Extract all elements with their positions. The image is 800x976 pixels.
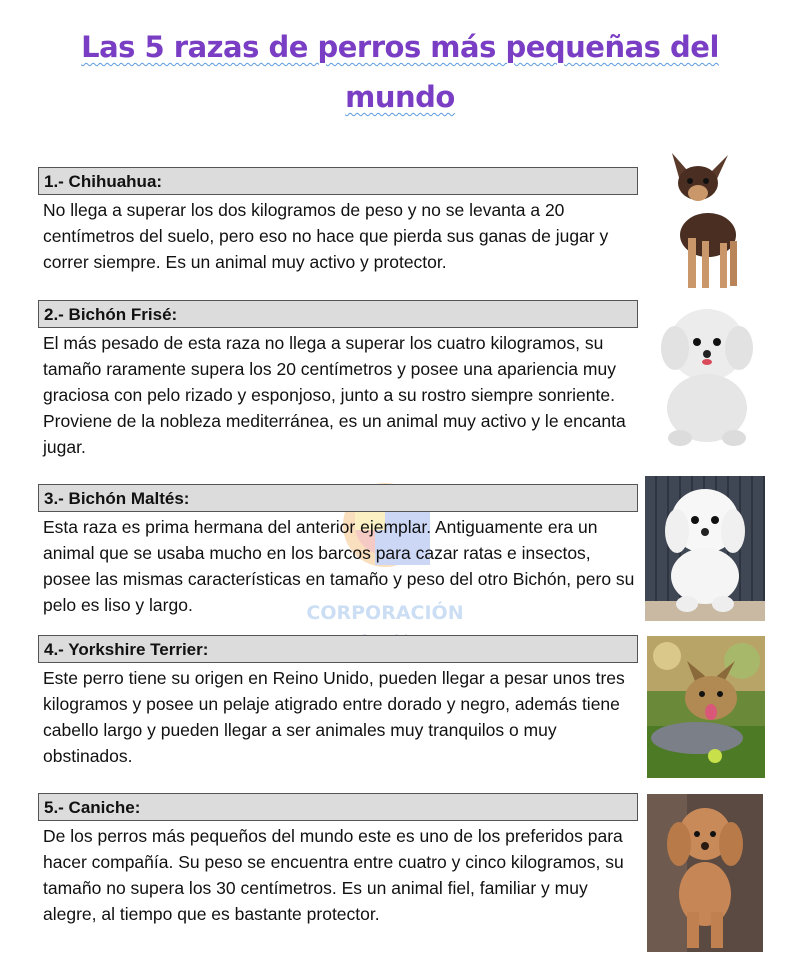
- breed-section-bichon-frise: [38, 300, 638, 460]
- breed-section-caniche: [38, 793, 638, 927]
- chihuahua-photo: [650, 143, 760, 298]
- bichon-frise-photo: [650, 300, 765, 448]
- breed-heading: 1.- Chihuahua:: [38, 167, 638, 195]
- breed-heading: 5.- Caniche:: [38, 793, 638, 821]
- breed-description: No llega a superar los dos kilogramos de peso y no se levanta a 20 centímetros del suelo, pero eso no hace que pierda sus ganas de jugar y correr siempre. Es un animal muy activo y protector.: [43, 200, 609, 272]
- breed-description: Este perro tiene su origen en Reino Unido, pueden llegar a pesar unos tres kilogramos y posee un pelaje atigrado entre dorado y negro, además tiene cabello largo y pueden llegar a ser animales muy tranquilos o muy obstinados.: [43, 668, 625, 766]
- breed-section-bichon-maltes: [38, 484, 638, 618]
- watermark-text: CORPORACIÓN: [306, 602, 464, 624]
- bichon-maltes-photo: [645, 476, 765, 621]
- breed-heading: 3.- Bichón Maltés:: [38, 484, 638, 512]
- breed-section-chihuahua: [38, 167, 638, 275]
- breed-description: El más pesado de esta raza no llega a superar los cuatro kilogramos, su tamaño raramente supera los 20 centímetros y posee una apariencia muy graciosa con pelo rizado y esponjoso, junto a su rostro siempre sonriente. Proviene de la nobleza mediterránea, es un animal muy activo y le encanta jugar.: [43, 333, 626, 457]
- breed-heading: 4.- Yorkshire Terrier:: [38, 635, 638, 663]
- caniche-photo: [647, 794, 763, 952]
- page-title: Las 5 razas de perros más pequeñas del mundo: [81, 30, 719, 114]
- breed-description: Esta raza es prima hermana del anterior ejemplar. Antiguamente era un animal que se usaba mucho en los barcos para cazar ratas e insectos, posee las mismas características en tamaño y peso del otro Bichón, pero su pelo es liso y largo.: [43, 517, 635, 615]
- yorkshire-photo: [647, 636, 765, 778]
- breed-heading: 2.- Bichón Frisé:: [38, 300, 638, 328]
- breed-section-yorkshire: [38, 635, 638, 769]
- breed-description: De los perros más pequeños del mundo este es uno de los preferidos para hacer compañía. Su peso se encuentra entre cuatro y cinco kilogramos, su tamaño no supera los 30 centímetros. Es un animal fiel, familiar y muy alegre, al tiempo que es bastante protector.: [43, 826, 624, 924]
